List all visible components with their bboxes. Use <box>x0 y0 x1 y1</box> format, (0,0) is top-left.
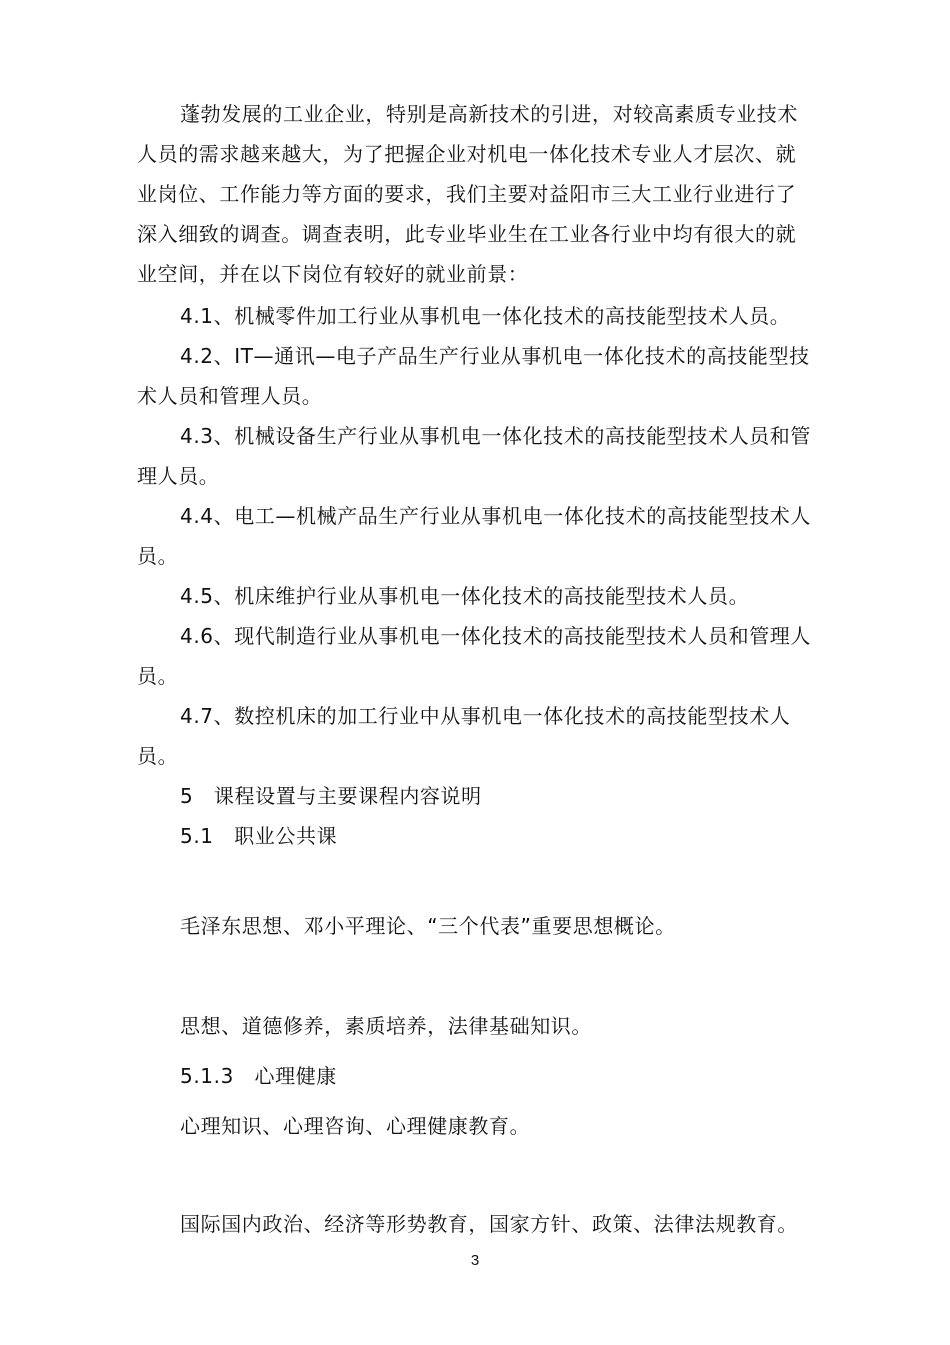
item-4-2-line-2: 术人员和管理人员。 <box>137 384 323 408</box>
item-4-3-line-2: 理人员。 <box>137 464 220 488</box>
intro-line-5: 业空间，并在以下岗位有较好的就业前景： <box>137 262 529 286</box>
section-5-heading: 5 课程设置与主要课程内容说明 <box>180 784 482 808</box>
intro-line-3: 业岗位、工作能力等方面的要求，我们主要对益阳市三大工业行业进行了 <box>137 182 797 206</box>
page-number: 3 <box>470 1252 480 1269</box>
situation-course-content: 国际国内政治、经济等形势教育，国家方针、政策、法律法规教育。 <box>180 1212 798 1236</box>
intro-line-2: 人员的需求越来越大，为了把握企业对机电一体化技术专业人才层次、就 <box>137 142 797 166</box>
item-4-6-line-2: 员。 <box>137 664 179 688</box>
item-4-5-line-1: 4.5、机床维护行业从事机电一体化技术的高技能型技术人员。 <box>180 584 750 608</box>
morality-course-content: 思想、道德修养，素质培养，法律基础知识。 <box>180 1014 592 1038</box>
politics-course-content: 毛泽东思想、邓小平理论、“三个代表”重要思想概论。 <box>180 914 676 938</box>
item-4-4-line-2: 员。 <box>137 544 179 568</box>
item-4-1-line-1: 4.1、机械零件加工行业从事机电一体化技术的高技能型技术人员。 <box>180 304 791 328</box>
item-4-7-line-2: 员。 <box>137 744 179 768</box>
item-4-7-line-1: 4.7、数控机床的加工行业中从事机电一体化技术的高技能型技术人 <box>180 704 791 728</box>
intro-line-4: 深入细致的调查。调查表明，此专业毕业生在工业各行业中均有很大的就 <box>137 222 797 246</box>
psychology-course-content: 心理知识、心理咨询、心理健康教育。 <box>180 1114 531 1138</box>
section-5-1-heading: 5.1 职业公共课 <box>180 824 338 848</box>
item-4-2-line-1: 4.2、IT—通讯—电子产品生产行业从事机电一体化技术的高技能型技 <box>180 344 810 368</box>
item-4-6-line-1: 4.6、现代制造行业从事机电一体化技术的高技能型技术人员和管理人 <box>180 624 812 648</box>
item-4-3-line-1: 4.3、机械设备生产行业从事机电一体化技术的高技能型技术人员和管 <box>180 424 812 448</box>
section-5-1-3-heading: 5.1.3 心理健康 <box>180 1064 337 1088</box>
intro-line-1: 蓬勃发展的工业企业，特别是高新技术的引进，对较高素质专业技术 <box>180 102 798 126</box>
item-4-4-line-1: 4.4、电工—机械产品生产行业从事机电一体化技术的高技能型技术人 <box>180 504 812 528</box>
